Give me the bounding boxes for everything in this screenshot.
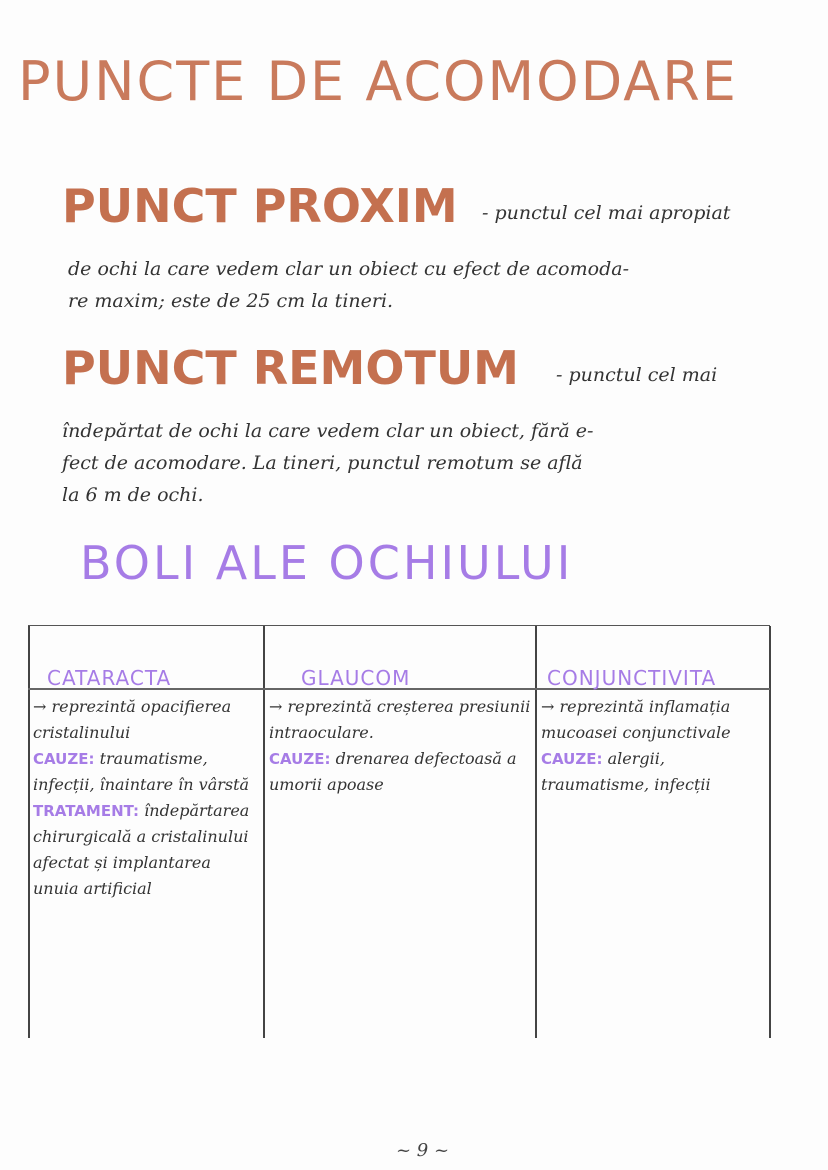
- causes-label: CAUZE:: [269, 750, 331, 768]
- proxim-text-start: - punctul cel mai apropiat: [482, 202, 731, 224]
- page-number: ~ 9 ~: [396, 1140, 450, 1161]
- column-header: GLAUCOM: [301, 666, 411, 690]
- remotum-text-start: - punctul cel mai: [556, 364, 718, 386]
- causes: alergii, traumatisme, infecții: [541, 749, 711, 794]
- diseases-title: BOLI ALE OCHIULUI: [80, 536, 574, 590]
- column-glaucom: [266, 666, 534, 798]
- page-title: PUNCTE DE ACOMODARE: [18, 50, 738, 113]
- causes-label: CAUZE:: [541, 750, 603, 768]
- column-header: CATARACTA: [47, 666, 172, 690]
- causes-label: CAUZE:: [33, 750, 95, 768]
- diseases-table: [28, 625, 770, 1038]
- remotum-text-line: fect de acomodare. La tineri, punctul remotum se află: [62, 452, 583, 474]
- remotum-text-line: la 6 m de ochi.: [62, 484, 204, 506]
- definition: → reprezintă inflamația mucoasei conjunctivale: [541, 697, 731, 742]
- proxim-text-line: re maxim; este de 25 cm la tineri.: [68, 290, 394, 312]
- remotum-text-line: îndepărtat de ochi la care vedem clar un obiect, fără e-: [62, 420, 594, 442]
- proxim-text-line: de ochi la care vedem clar un obiect cu efect de acomoda-: [68, 258, 629, 280]
- causes: drenarea defectoasă a umorii apoase: [269, 749, 517, 794]
- proxim-heading: PUNCT PROXIM: [62, 179, 458, 233]
- column-header: CONJUNCTIVITA: [547, 666, 717, 690]
- definition: → reprezintă opacifierea cristalinului: [33, 697, 232, 742]
- definition: → reprezintă creșterea presiunii intraoculare.: [269, 697, 531, 742]
- column-cataracta: [30, 666, 262, 902]
- causes: traumatisme, infecții, înaintare în vârstă: [33, 749, 250, 794]
- remotum-heading: PUNCT REMOTUM: [62, 341, 519, 395]
- treatment: îndepărtarea chirurgicală a cristalinului afectat și implantarea unuia artificial: [33, 801, 250, 898]
- treatment-label: TRATAMENT:: [33, 802, 140, 820]
- column-conjunctivita: [538, 666, 768, 798]
